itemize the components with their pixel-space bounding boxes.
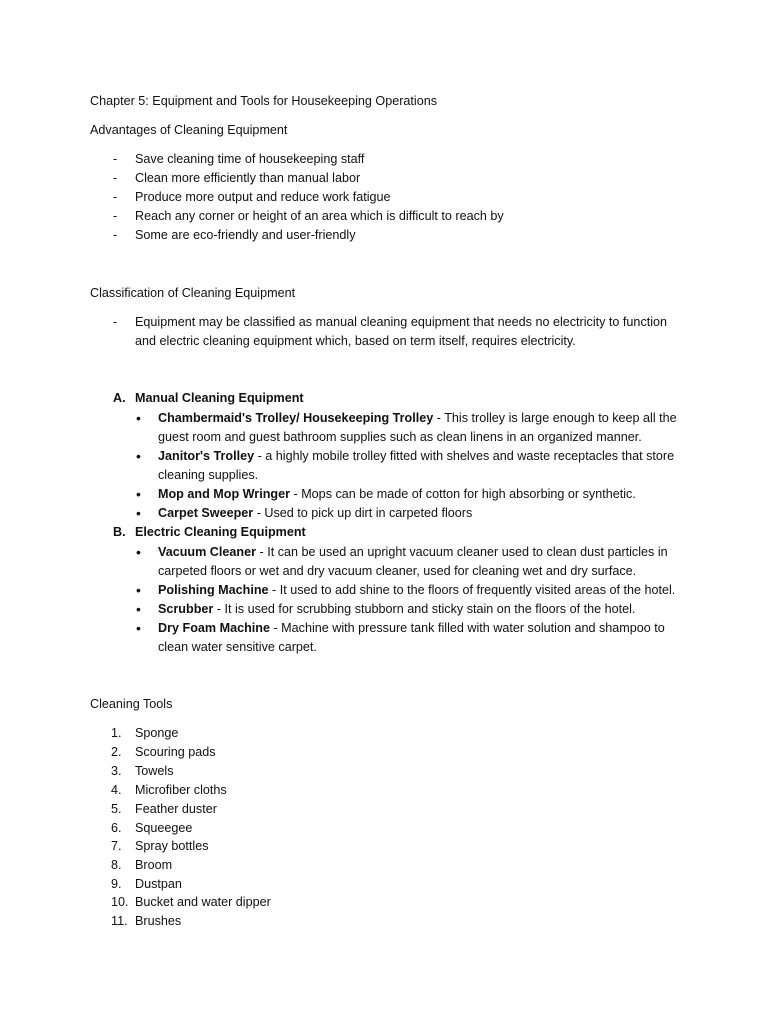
cleaning-tools-heading: Cleaning Tools [90, 697, 173, 711]
list-number: 6. [111, 821, 122, 835]
classification-text-line-2: and electric cleaning equipment which, based on term itself, requires electricity. [135, 334, 576, 348]
advantage-item: Reach any corner or height of an area which is difficult to reach by [135, 209, 504, 223]
advantage-item: Clean more efficiently than manual labor [135, 171, 361, 185]
bullet-marker: • [136, 582, 141, 598]
manual-item-continuation: guest room and guest bathroom supplies such as clean linens in an organized manner. [158, 430, 642, 444]
bullet-marker: • [136, 486, 141, 502]
tool-item: Towels [135, 764, 174, 778]
list-number: 9. [111, 877, 122, 891]
tool-item: Feather duster [135, 802, 217, 816]
electric-item-continuation: clean water sensitive carpet. [158, 640, 317, 654]
advantage-item: Save cleaning time of housekeeping staff [135, 152, 365, 166]
advantage-item: Some are eco-friendly and user-friendly [135, 228, 356, 242]
electric-equipment-heading: Electric Cleaning Equipment [135, 525, 306, 539]
manual-equipment-heading: Manual Cleaning Equipment [135, 391, 304, 405]
item-description: - a highly mobile trolley fitted with shelves and waste receptacles that store [254, 449, 675, 463]
item-term: Dry Foam Machine [158, 621, 270, 635]
list-number: 10. [111, 895, 129, 909]
list-number: 3. [111, 764, 122, 778]
bullet-marker: • [136, 601, 141, 617]
item-description: - Machine with pressure tank filled with water solution and shampoo to [269, 621, 665, 635]
advantage-item: Produce more output and reduce work fatigue [135, 190, 391, 204]
electric-item-continuation: carpeted floors or wet and dry vacuum cleaner, used for cleaning wet and dry surface. [158, 564, 637, 578]
dash-marker: - [113, 228, 118, 242]
tool-item: Spray bottles [135, 839, 209, 853]
item-description: - Used to pick up dirt in carpeted floors [253, 506, 473, 520]
list-number: 5. [111, 802, 122, 816]
item-term: Janitor's Trolley [158, 449, 255, 463]
tool-item: Bucket and water dipper [135, 895, 271, 909]
classification-text-line-1: Equipment may be classified as manual cleaning equipment that needs no electricity to function [135, 315, 668, 329]
list-number: 4. [111, 783, 122, 797]
item-term: Chambermaid's Trolley/ Housekeeping Trolley [158, 411, 434, 425]
manual-item [158, 504, 472, 523]
list-number: 2. [111, 745, 122, 759]
item-description: - Mops can be made of cotton for high absorbing or synthetic. [290, 487, 636, 501]
classification-heading: Classification of Cleaning Equipment [90, 286, 296, 300]
dash-marker: - [113, 152, 118, 166]
item-term: Polishing Machine [158, 583, 269, 597]
bullet-marker: • [136, 544, 141, 560]
tool-item: Scouring pads [135, 745, 216, 759]
manual-item [158, 485, 636, 504]
dash-marker: - [113, 209, 118, 223]
dash-marker: - [113, 190, 118, 204]
tool-item: Brushes [135, 914, 182, 928]
item-description: - It can be used an upright vacuum cleaner used to clean dust particles in [256, 545, 668, 559]
tool-item: Dustpan [135, 877, 182, 891]
item-term: Scrubber [158, 602, 214, 616]
electric-item [158, 600, 635, 619]
list-number: 11. [111, 914, 128, 928]
item-term: Vacuum Cleaner [158, 545, 256, 559]
manual-item [158, 409, 677, 428]
tool-item: Squeegee [135, 821, 193, 835]
tool-item: Microfiber cloths [135, 783, 227, 797]
bullet-marker: • [136, 410, 141, 426]
tool-item: Broom [135, 858, 173, 872]
list-number: 1. [111, 726, 122, 740]
bullet-marker: • [136, 620, 141, 636]
item-term: Carpet Sweeper [158, 506, 254, 520]
list-number: 7. [111, 839, 122, 853]
item-description: - It is used for scrubbing stubborn and sticky stain on the floors of the hotel. [213, 602, 636, 616]
dash-marker: - [113, 171, 118, 185]
electric-item [158, 543, 668, 562]
electric-item [158, 581, 675, 600]
dash-marker: - [113, 315, 118, 329]
advantages-heading: Advantages of Cleaning Equipment [90, 123, 288, 137]
list-number: 8. [111, 858, 122, 872]
manual-item-continuation: cleaning supplies. [158, 468, 259, 482]
page-title: Chapter 5: Equipment and Tools for Housekeeping Operations [90, 94, 438, 108]
tool-item: Sponge [135, 726, 179, 740]
item-description: - This trolley is large enough to keep all the [433, 411, 677, 425]
section-letter-b: B. [113, 525, 126, 539]
item-term: Mop and Mop Wringer [158, 487, 290, 501]
bullet-marker: • [136, 448, 141, 464]
bullet-marker: • [136, 505, 141, 521]
manual-item [158, 447, 674, 466]
electric-item [158, 619, 665, 638]
section-letter-a: A. [113, 391, 126, 405]
item-description: - It used to add shine to the floors of frequently visited areas of the hotel. [268, 583, 676, 597]
